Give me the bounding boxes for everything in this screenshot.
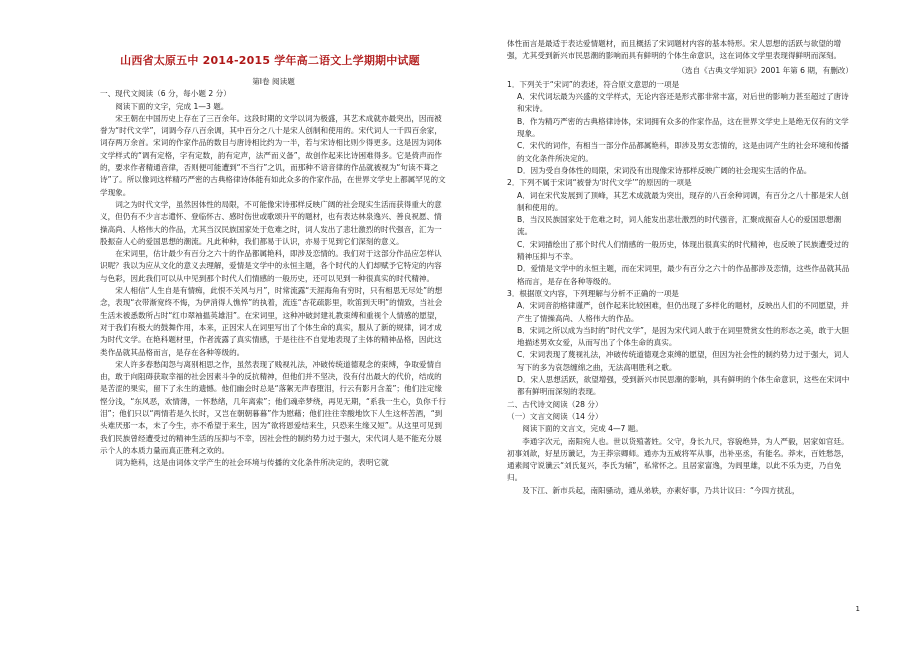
page-number: 1 bbox=[855, 605, 860, 613]
paragraph: 宋人许多春愁闺怨与离别相思之作，虽然表现了贱视礼法，冲破传统道德观念的束缚，争取爱情自由，敢于向阻碍获取幸福的社会因素斗争的反抗精神，但他们并不坚决，没有付出最大的代价，结成的是苦涩的果实，留下了永生的遗憾。他们幽会时总是“落絮无声春堕泪，行云有影月含羞”；他们注定缘悭分浅，“东风恶，欢情薄，一怀愁绪，几年离索”；他们魂牵梦绕，再见无期，“系我一生心，负你千行泪”；他们只以“两情若是久长时，又岂在朝朝暮暮”作为慰藉；他们往往幸酸地饮下人生这杯苦酒，“到头难厌那一本，未了今生，亦不希望于来生，因为“欲将恩爱结来生，只恐来生缘又短”。从这里可见到我们民族曾经遭受过的精神生活的压抑与不幸，因社会性的制约势力过于强大，宋代词人是不能充分展示个人的本质力量而真正胜利之欢的。 bbox=[100, 359, 446, 455]
option: D．爱情是文学中的永恒主题，而在宋词里，最少有百分之六十的作品都涉及恋情，这些作品就其品格而言，是存在各种等级的。 bbox=[517, 264, 850, 286]
section-heading: 一、现代文阅读（6 分，每小题 2 分） bbox=[100, 89, 231, 99]
paragraph: 宋王朝在中国历史上存在了三百余年。这段时期的文学以词为极盛，其艺术成就亦最突出，因而被誉为“时代文学”，词调今存八百余调，其中百分之八十是宋人创制和使用的。宋代词人一千四百余家，词存两万余首。宋词的作家作品的数目与唐诗相比约为一半，若与宋诗相比则少得更多。这是因为词体文学样式的“调有定格，字有定数，韵有定声，法严而义备”，故创作起来比诗困难得多。它是倚声而作的，要求作者精通音律，否则便可能遭到“不当行”之讥，而那种不谙音律的作品就被视为“句读不葺之诗”了。所以像词这样精巧严密的古典格律诗体能有如此众多的作家作品，在世界文学史上都属罕见的文学现象。 bbox=[100, 113, 446, 197]
option: A．词在宋代发展到了顶峰，其艺术成就最为突出，现存的八百余种词调，有百分之八十都是宋人创制和使用的。 bbox=[517, 190, 849, 212]
paragraph: 宋人相信“人生自是有情痴，此恨不关风与月”，时常流露“天涯海角有穷时，只有相思无尽处”的想念，表现“衣带渐宽终不悔，为伊消得人憔悴”的执着，流连“杏花疏影里，吹笛到天明”的情致，当社会生活未被悉数所占时“红巾翠袖揾英雄泪”。在宋词里，这种冲破封建礼教束缚和重视个人情感的愿望，对于我们有极大的鼓舞作用，本来，正因宋人在词里写出了个体生命的真实，服从了新的规律，词才成为时代文学。在艳科题材里，作者流露了真实情感，于是往往不自觉地表现了主体的精神品格，因此这类作品就其品格而言，是存在各种等级的。 bbox=[100, 286, 443, 357]
paragraph: 在宋词里，估计最少有百分之六十的作品都属艳科，即涉及恋情的。我们对于这部分作品应怎样认识呢？我以为应从文化的意义去理解，爱情是文学中的永恒主题，各个时代的人们却赋予它特定的内容与色彩，因此我们可以从中见到那个时代人们情感的一般历史，还可以见到一种很真实的时代精神。 bbox=[100, 249, 442, 283]
paragraph: 词之为时代文学，虽然因体性的局限，不可能像宋诗那样反映广阔的社会现实生活而获得重大的意义，但仍有不少言志遣怀、登临怀古、感时伤世或歌颂升平的题材，也有表达林泉逸兴、善良祝愿、情操高尚、人格伟大的作品，尤其当汉民族国家处于危难之时，词人发出了悲壮激烈的时代强音，汇为一股振奋人心的爱国思想的潮流。凡此种种，我们都易于认识，亦易于见到它们深刻的意义。 bbox=[100, 199, 442, 246]
option: A．宋代词坛最为兴盛的文学样式，无论内容还是形式都非常丰富，对后世的影响力甚至超过了唐诗和宋诗。 bbox=[517, 92, 849, 114]
right-column bbox=[507, 38, 853, 497]
option: C．宋代的词作，有相当一部分作品都属艳科，即涉及男女恋情的，这是由词产生的社会环境和传播的文化条件所决定的。 bbox=[517, 141, 849, 163]
option: B．当汉民族国家处于危难之时，词人能发出悲壮激烈的时代强音，汇聚成振奋人心的爱国思想潮流。 bbox=[517, 215, 842, 237]
question: 2．下列不属于宋词“被誉为‘时代文学’”的原因的一项是 bbox=[507, 178, 692, 188]
option: B．作为精巧严密的古典格律诗体，宋词拥有众多的作家作品，这在世界文学史上是绝无仅有的文学现象。 bbox=[517, 116, 849, 139]
option: D．宋人思想活跃，欲望增强，受到新兴市民思潮的影响，具有鲜明的个体生命意识，这些在宋词中都有鲜明而深刻的表现。 bbox=[517, 375, 850, 397]
option: D．因为受自身体性的局限，宋词没有出现像宋诗那样反映广阔的社会现实生活的作品。 bbox=[517, 165, 812, 175]
question: 3．根据原文内容，下列理解与分析不正确的一项是 bbox=[507, 288, 679, 298]
section-heading: 二、古代诗文阅读（28 分） bbox=[507, 399, 603, 409]
left-column bbox=[100, 52, 447, 470]
source-citation: （选自《古典文学知识》2001 年第 6 期，有删改） bbox=[677, 65, 853, 75]
question: 1．下列关于“宋词”的表述，符合原文意思的一项是 bbox=[507, 79, 680, 89]
paragraph: 及下江、新市兵起，南阳骚动，通从弟轶，亦素好事，乃共计议曰：“今四方扰乱， bbox=[522, 485, 800, 495]
paragraph: 词为艳科，这是由词体文学产生的社会环境与传播的文化条件所决定的，表明它就 bbox=[115, 458, 389, 468]
paragraph: 李通字次元，南阳宛人也。世以货殖著姓。父守，身长九尺，容貌绝异，为人严毅，居家如官廷。初事刘歆，好星历谶记，为王莽宗卿师。通亦为五威将军从事，出补巫丞，有能名。莽末，百姓愁怨，通素闻守说谶云“刘氏复兴，李氏为辅”，私常怀之。且居家富逸，为闾里雄，以此不乐为吏，乃自免归。 bbox=[507, 436, 849, 483]
option: B．宋词之所以成为当时的“时代文学”，是因为宋代词人敢于在词里赞赏女性的形态之美，敢于大胆地描述男欢女爱，从而写出了个体生命的真实。 bbox=[517, 325, 850, 348]
exam-title: 山西省太原五中 2014-2015 学年高二语文上学期期中试题 bbox=[120, 54, 420, 67]
part-heading: 第Ⅰ卷 阅读题 bbox=[252, 77, 295, 86]
instruction: 阅读下面的文字，完成 1—3 题。 bbox=[115, 101, 229, 111]
paragraph: 体性而言是最适于表达爱情题材，而且概括了宋词题材内容的基本特形。宋人思想的活跃与欲望的增强，尤其受到新兴市民思潮的影响而具有鲜明的个体生命意识，这在词体文学里表现得鲜明而深刻。 bbox=[507, 39, 842, 61]
option: C．宋词表现了蔑视礼法，冲破传统道德观念束缚的愿望，但因为社会性的制约势力过于强大，词人写下的多为哀怨缠绵之曲，无法高唱胜利之歌。 bbox=[517, 350, 849, 372]
option: C．宋词描绘出了那个时代人们情感的一般历史，体现出很真实的时代精神，也反映了民族遭受过的精神压抑与不幸。 bbox=[517, 239, 849, 262]
instruction: 阅读下面的文言文，完成 4—7 题。 bbox=[522, 424, 643, 434]
subsection-heading: （一）文言文阅读（14 分） bbox=[507, 411, 603, 421]
option: A．宋词音韵格律谨严，创作起来比较困难，但仍出现了多样化的题材，反映出人们的不同愿望，并产生了情操高尚、人格伟大的作品。 bbox=[517, 301, 849, 323]
